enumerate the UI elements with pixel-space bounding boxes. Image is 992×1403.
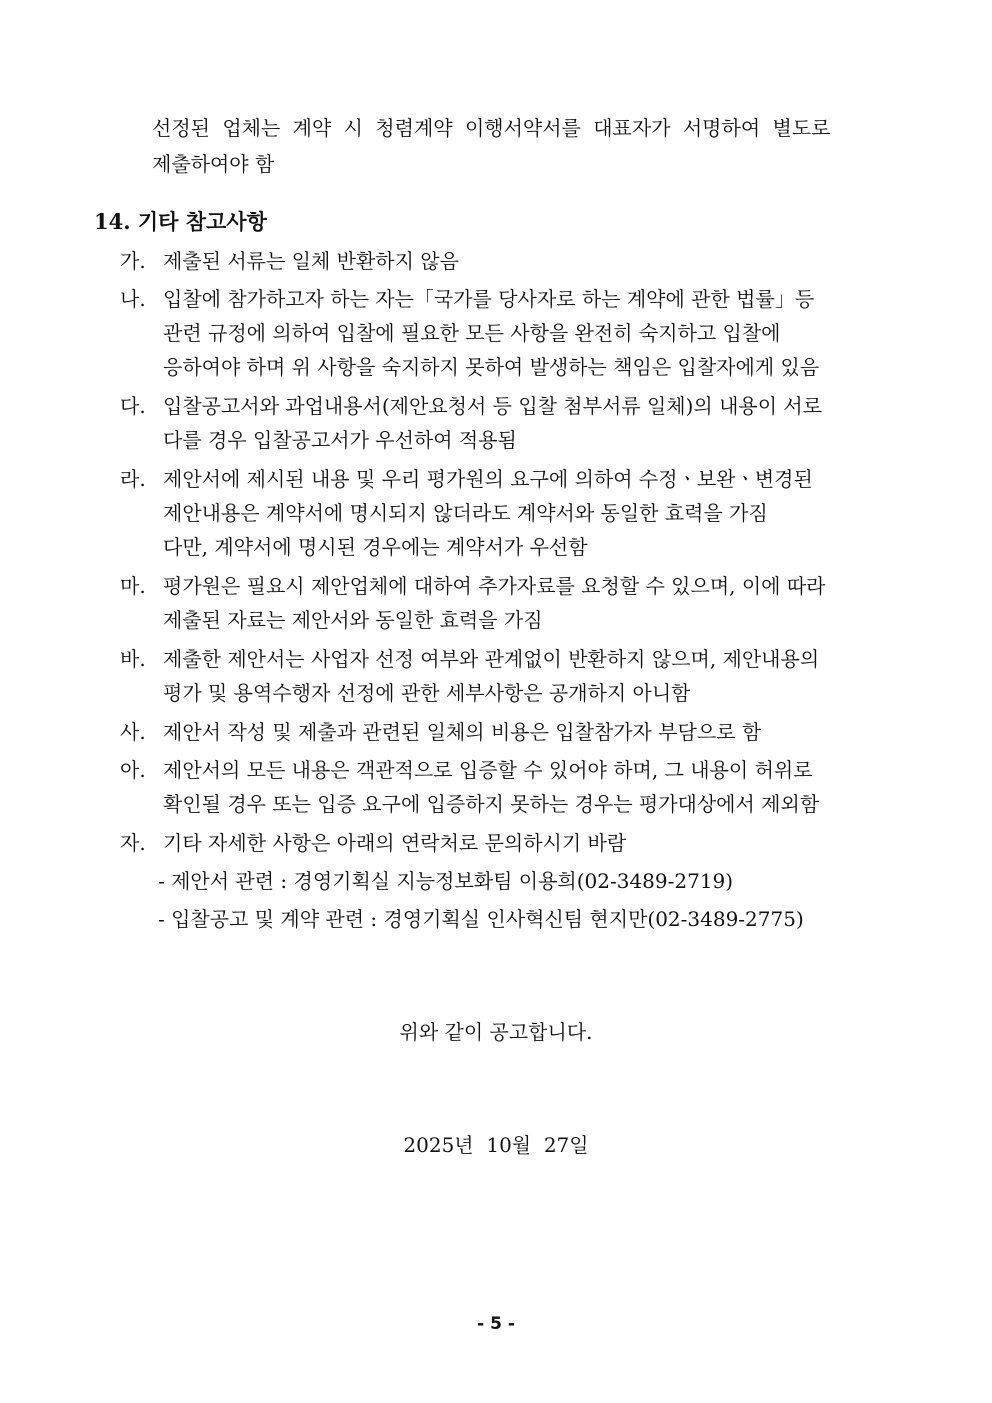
item-sa-line-1: 제안서 작성 및 제출과 관련된 일체의 비용은 입찰참가자 부담으로 함 (163, 720, 762, 744)
item-label-ra: 라. (120, 467, 146, 491)
item-ma-line-2: 제출된 자료는 제안서와 동일한 효력을 가짐 (163, 608, 543, 632)
item-label-ja: 자. (120, 831, 146, 855)
item-label-ma: 마. (120, 574, 146, 598)
item-ma-line-1: 평가원은 필요시 제안업체에 대하여 추가자료를 요청할 수 있으며, 이에 따라 (163, 574, 826, 598)
item-label-da: 다. (120, 394, 146, 418)
item-ra-line-1: 제안서에 제시된 내용 및 우리 평가원의 요구에 의하여 수정ㆍ보완ㆍ변경된 (163, 467, 813, 491)
intro-line-1: 선정된 업체는 계약 시 청렴계약 이행서약서를 대표자가 서명하여 별도로 (152, 116, 831, 140)
item-ja-line-1: 기타 자세한 사항은 아래의 연락처로 문의하시기 바람 (163, 831, 627, 855)
item-label-ga: 가. (120, 249, 146, 273)
item-da-line-1: 입찰공고서와 과업내용서(제안요청서 등 입찰 첨부서류 일체)의 내용이 서로 (163, 394, 823, 418)
contact-bidding: - 입찰공고 및 계약 관련 : 경영기획실 인사혁신팀 현지만(02-3489-2775) (158, 907, 804, 931)
contact-proposal: - 제안서 관련 : 경영기획실 지능정보화팀 이용희(02-3489-2719) (158, 869, 734, 893)
item-ga-line-1: 제출된 서류는 일체 반환하지 않음 (163, 249, 459, 273)
closing-statement: 위와 같이 공고합니다. (399, 1020, 593, 1044)
item-label-sa: 사. (120, 720, 146, 744)
item-ra-line-3: 다만, 계약서에 명시된 경우에는 계약서가 우선함 (163, 535, 588, 559)
item-na-line-2: 관련 규정에 의하여 입찰에 필요한 모든 사항을 완전히 숙지하고 입찰에 (163, 321, 781, 345)
item-na-line-3: 응하여야 하며 위 사항을 숙지하지 못하여 발생하는 책임은 입찰자에게 있음 (163, 355, 820, 379)
item-a-line-1: 제안서의 모든 내용은 객관적으로 입증할 수 있어야 하며, 그 내용이 허위로 (163, 758, 813, 782)
item-na-line-1: 입찰에 참가하고자 하는 자는「국가를 당사자로 하는 계약에 관한 법률」등 (163, 287, 815, 311)
item-ba-line-1: 제출한 제안서는 사업자 선정 여부와 관계없이 반환하지 않으며, 제안내용의 (163, 647, 820, 671)
section-title: 14. 기타 참고사항 (94, 209, 267, 234)
announcement-date: 2025년 10월 27일 (403, 1133, 589, 1157)
intro-line-2: 제출하여야 함 (152, 152, 275, 176)
item-label-na: 나. (120, 287, 146, 311)
item-label-ba: 바. (120, 647, 146, 671)
page-number: - 5 - (477, 1314, 515, 1334)
item-da-line-2: 다를 경우 입찰공고서가 우선하여 적용됨 (163, 428, 517, 452)
item-ra-line-2: 제안내용은 계약서에 명시되지 않더라도 계약서와 동일한 효력을 가짐 (163, 501, 768, 525)
item-label-a: 아. (120, 758, 146, 782)
item-ba-line-2: 평가 및 용역수행자 선정에 관한 세부사항은 공개하지 아니함 (163, 681, 691, 705)
item-a-line-2: 확인될 경우 또는 입증 요구에 입증하지 못하는 경우는 평가대상에서 제외함 (163, 792, 820, 816)
